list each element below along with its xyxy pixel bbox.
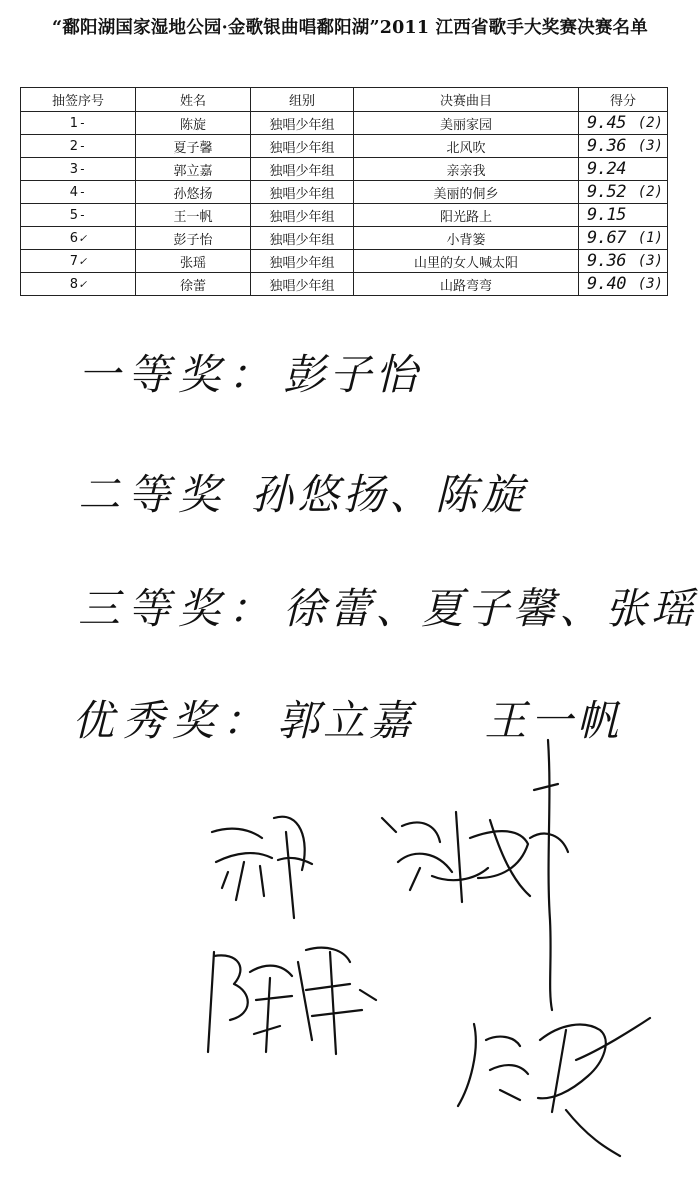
song-cell: 山里的女人喊太阳: [354, 250, 579, 273]
group-cell: 独唱少年组: [251, 227, 354, 250]
header-group: 组别: [251, 88, 354, 112]
award-names: 彭子怡: [283, 350, 422, 399]
seq-mark: -: [79, 115, 87, 130]
score-cell: [579, 273, 668, 296]
table-row: [21, 204, 668, 227]
award-names: 徐蕾、夏子馨、张瑶: [283, 584, 698, 633]
name-cell: 徐蕾: [136, 273, 251, 296]
seq-cell: [21, 135, 136, 158]
score-value: 9.24: [587, 159, 626, 179]
name-cell: 郭立嘉: [136, 158, 251, 181]
seq-number: 4: [69, 184, 79, 200]
seq-number: 2: [69, 138, 79, 154]
signature-wu: [212, 817, 312, 918]
rank-note: (2): [637, 115, 663, 131]
group-cell: 独唱少年组: [251, 273, 354, 296]
table-row: [21, 273, 668, 296]
header-song: 决赛曲目: [354, 88, 579, 112]
table-row: [21, 158, 668, 181]
award-names: 孙悠扬、陈旋: [251, 470, 528, 519]
table-row: [21, 227, 668, 250]
score-value: 9.36: [587, 136, 626, 156]
seq-cell: [21, 273, 136, 296]
seq-cell: [21, 181, 136, 204]
signature-vertical-stroke: [534, 740, 558, 1010]
group-cell: 独唱少年组: [251, 112, 354, 135]
award-label: 二等奖: [78, 470, 229, 519]
seq-cell: [21, 227, 136, 250]
document-title: “鄱阳湖国家湿地公园·金歌银曲唱鄱阳湖”2011 江西省歌手大奖赛决赛名单: [52, 18, 648, 38]
award-honorable: [72, 688, 623, 748]
rank-note: (3): [637, 253, 663, 269]
seq-mark: -: [79, 138, 87, 153]
score-cell: [579, 158, 668, 181]
song-cell: 阳光路上: [354, 204, 579, 227]
seq-mark: ✓: [79, 253, 87, 268]
name-cell: 彭子怡: [136, 227, 251, 250]
score-value: 9.45: [587, 113, 626, 133]
score-cell: [579, 227, 668, 250]
name-cell: 陈旋: [136, 112, 251, 135]
rank-note: (3): [637, 138, 663, 154]
group-cell: 独唱少年组: [251, 204, 354, 227]
seq-mark: -: [79, 184, 87, 199]
name-cell: 夏子馨: [136, 135, 251, 158]
seq-number: 7: [69, 253, 79, 269]
header-score: 得分: [579, 88, 668, 112]
seq-mark: -: [79, 207, 87, 222]
header-name: 姓名: [136, 88, 251, 112]
score-cell: [579, 181, 668, 204]
song-cell: 亲亲我: [354, 158, 579, 181]
score-value: 9.36: [587, 251, 626, 271]
score-value: 9.15: [587, 205, 626, 225]
table-row: [21, 250, 668, 273]
seq-cell: [21, 250, 136, 273]
score-value: 9.52: [587, 182, 626, 202]
signature-chen-yuxiang: [208, 948, 376, 1054]
award-label: 三等奖：: [78, 584, 279, 633]
score-value: 9.67: [587, 228, 626, 248]
group-cell: 独唱少年组: [251, 181, 354, 204]
song-cell: 美丽的侗乡: [354, 181, 579, 204]
signature-bottom-right: [458, 1018, 650, 1156]
seq-number: 1: [69, 115, 79, 131]
seq-mark: ✓: [79, 276, 87, 291]
name-cell: 王一帆: [136, 204, 251, 227]
seq-number: 5: [69, 207, 79, 223]
score-value: 9.40: [587, 274, 626, 294]
seq-cell: [21, 204, 136, 227]
rank-note: (3): [637, 276, 663, 292]
award-names: 郭立嘉 王一帆: [277, 696, 623, 745]
rank-note: (2): [637, 184, 663, 200]
seq-number: 3: [69, 161, 79, 177]
group-cell: 独唱少年组: [251, 135, 354, 158]
award-third: [78, 576, 697, 636]
seq-cell: [21, 112, 136, 135]
table-header-row: [21, 88, 668, 112]
song-cell: 小背篓: [354, 227, 579, 250]
group-cell: 独唱少年组: [251, 250, 354, 273]
song-cell: 北风吹: [354, 135, 579, 158]
name-cell: 张瑶: [136, 250, 251, 273]
table-row: [21, 181, 668, 204]
seq-mark: -: [79, 161, 87, 176]
award-label: 优秀奖：: [72, 696, 273, 745]
name-cell: 孙悠扬: [136, 181, 251, 204]
award-second: [78, 462, 527, 522]
rank-note: (1): [637, 230, 663, 246]
seq-number: 6: [69, 230, 79, 246]
score-cell: [579, 250, 668, 273]
seq-mark: ✓: [79, 230, 87, 245]
results-table: [20, 87, 668, 296]
seq-number: 8: [69, 276, 79, 292]
song-cell: 美丽家园: [354, 112, 579, 135]
song-cell: 山路弯弯: [354, 273, 579, 296]
score-cell: [579, 204, 668, 227]
award-first: [78, 342, 421, 402]
signature-zhou: [382, 812, 568, 902]
score-cell: [579, 112, 668, 135]
score-cell: [579, 135, 668, 158]
seq-cell: [21, 158, 136, 181]
table-row: [21, 112, 668, 135]
header-seq: 抽签序号: [21, 88, 136, 112]
table-row: [21, 135, 668, 158]
group-cell: 独唱少年组: [251, 158, 354, 181]
award-label: 一等奖：: [78, 350, 279, 399]
